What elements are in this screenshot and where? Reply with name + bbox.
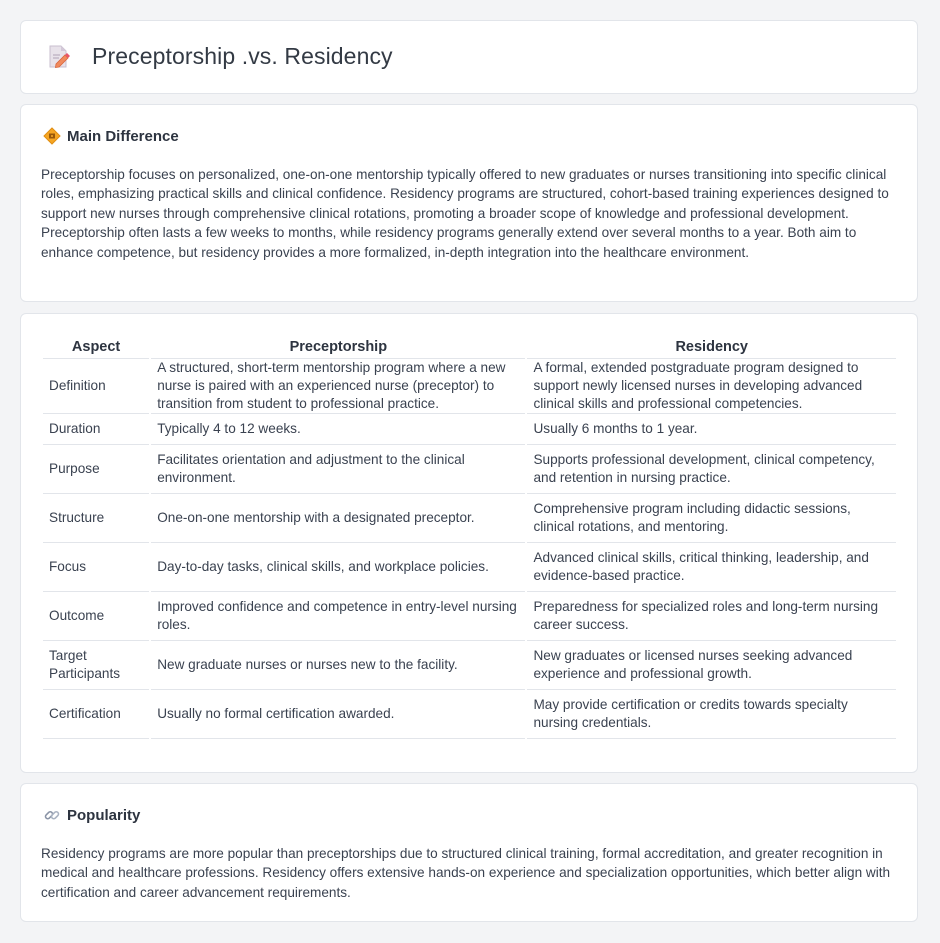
header (47, 43, 393, 70)
header-residency: Residency (527, 336, 896, 359)
comparison-table (41, 336, 898, 739)
popularity-card (20, 783, 918, 922)
main-difference-heading (43, 127, 179, 145)
table-row (43, 359, 896, 414)
popularity-heading (43, 806, 140, 824)
aspect-cell: Outcome (43, 592, 149, 641)
table-row (43, 543, 896, 592)
aspect-cell: Definition (43, 359, 149, 414)
link-chain-icon (43, 806, 61, 824)
preceptorship-cell: Usually no formal certification awarded. (151, 690, 525, 739)
table-row (43, 445, 896, 494)
table-row (43, 592, 896, 641)
popularity-text: Residency programs are more popular than preceptorships due to structured clinical training, formal accreditation, and greater recognition in medical and healthcare professions. Residency offers extensive hands-on experience and specialization opportunities, which better align with certification and career advancement requirements. (41, 846, 891, 900)
aspect-cell: Duration (43, 414, 149, 445)
residency-cell: May provide certification or credits towards specialty nursing credentials. (527, 690, 896, 739)
residency-cell: Preparedness for specialized roles and long-term nursing career success. (527, 592, 896, 641)
aspect-cell: Purpose (43, 445, 149, 494)
residency-cell: Supports professional development, clinical competency, and retention in nursing practice. (527, 445, 896, 494)
table-header-row (43, 336, 896, 359)
residency-cell: New graduates or licensed nurses seeking advanced experience and professional growth. (527, 641, 896, 690)
header-preceptorship: Preceptorship (151, 336, 525, 359)
header-aspect: Aspect (43, 336, 149, 359)
comparison-card (20, 313, 918, 773)
residency-cell: Advanced clinical skills, critical thinking, leadership, and evidence-based practice. (527, 543, 896, 592)
popularity-title: Popularity (67, 806, 141, 824)
residency-cell: Comprehensive program including didactic sessions, clinical rotations, and mentoring. (527, 494, 896, 543)
table-row (43, 690, 896, 739)
main-difference-card (20, 104, 918, 302)
main-difference-text: Preceptorship focuses on personalized, one-on-one mentorship typically offered to new graduates or nurses transitioning into specific clinical roles, emphasizing practical skills and clinical confidence. Residency programs are structured, cohort-based training experiences designed to support new nurses through comprehensive clinical rotations, promoting a broader scope of knowledge and professional development. Preceptorship often lasts a few weeks to months, while residency programs generally extend over several months to a year. Both aim to enhance competence, but residency provides a more formalized, in-depth integration into the healthcare environment. (41, 167, 889, 260)
document-edit-icon (47, 44, 71, 70)
table-row (43, 641, 896, 690)
page-title: Preceptorship .vs. Residency (92, 43, 393, 69)
table-row (43, 494, 896, 543)
table-row (43, 414, 896, 445)
aspect-cell: Structure (43, 494, 149, 543)
aspect-cell: Certification (43, 690, 149, 739)
preceptorship-cell: Improved confidence and competence in entry-level nursing roles. (151, 592, 525, 641)
aspect-cell: Focus (43, 543, 149, 592)
preceptorship-cell: Facilitates orientation and adjustment to the clinical environment. (151, 445, 525, 494)
preceptorship-cell: A structured, short-term mentorship program where a new nurse is paired with an experienced nurse (preceptor) to transition from student to professional practice. (151, 359, 525, 414)
header-card (20, 20, 918, 94)
residency-cell: A formal, extended postgraduate program designed to support newly licensed nurses in developing advanced clinical skills and professional competencies. (527, 359, 896, 414)
aspect-cell: Target Participants (43, 641, 149, 690)
preceptorship-cell: Day-to-day tasks, clinical skills, and workplace policies. (151, 543, 525, 592)
preceptorship-cell: New graduate nurses or nurses new to the facility. (151, 641, 525, 690)
residency-cell: Usually 6 months to 1 year. (527, 414, 896, 445)
diamond-signpost-icon (43, 127, 61, 145)
main-difference-title: Main Difference (67, 127, 179, 145)
preceptorship-cell: One-on-one mentorship with a designated preceptor. (151, 494, 525, 543)
preceptorship-cell: Typically 4 to 12 weeks. (151, 414, 525, 445)
